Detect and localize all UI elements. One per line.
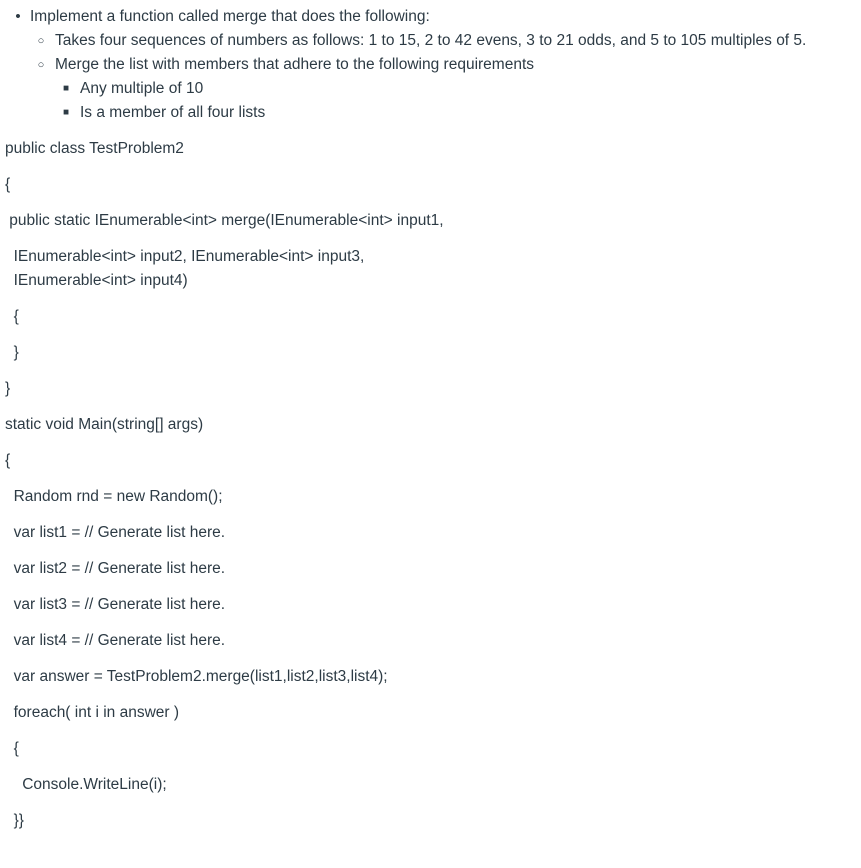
code-line: var list4 = // Generate list here. [5,632,226,649]
requirement-item: Is a member of all four lists [80,104,266,121]
code-line: { [5,176,11,193]
code-line: var list1 = // Generate list here. [5,524,226,541]
bullet-circle-icon: ○ [37,59,45,71]
code-line: } [5,380,11,397]
code-line: } [5,344,19,361]
code-line: IEnumerable<int> input2, IEnumerable<int> input3, [5,248,365,265]
code-line: Console.WriteLine(i); [5,776,167,793]
code-line: var list2 = // Generate list here. [5,560,226,577]
bullet-square-icon: ■ [62,83,70,94]
code-line: var list3 = // Generate list here. [5,596,226,613]
code-line: { [5,740,19,757]
code-line: public static IEnumerable<int> merge(IEnumerable<int> input1, [5,212,444,229]
task-subitem: Merge the list with members that adhere to the following requirements [55,56,535,73]
bullet-circle-icon: ○ [37,35,45,47]
code-line: }} [5,812,24,829]
code-line: { [5,452,11,469]
bullet-disc-icon: • [15,8,21,25]
code-line: IEnumerable<int> input4) [5,272,188,289]
code-line: static void Main(string[] args) [5,416,204,433]
code-line: foreach( int i in answer ) [5,704,180,721]
task-item: Implement a function called merge that does the following: [30,8,430,25]
code-line: { [5,308,19,325]
code-line: var answer = TestProblem2.merge(list1,list2,list3,list4); [5,668,388,685]
task-subitem: Takes four sequences of numbers as follows: 1 to 15, 2 to 42 evens, 3 to 21 odds, and 5 to 105 multiples of 5. [55,32,807,49]
code-line: public class TestProblem2 [5,140,184,157]
requirement-item: Any multiple of 10 [80,80,204,97]
code-line: Random rnd = new Random(); [5,488,223,505]
bullet-square-icon: ■ [62,107,70,118]
